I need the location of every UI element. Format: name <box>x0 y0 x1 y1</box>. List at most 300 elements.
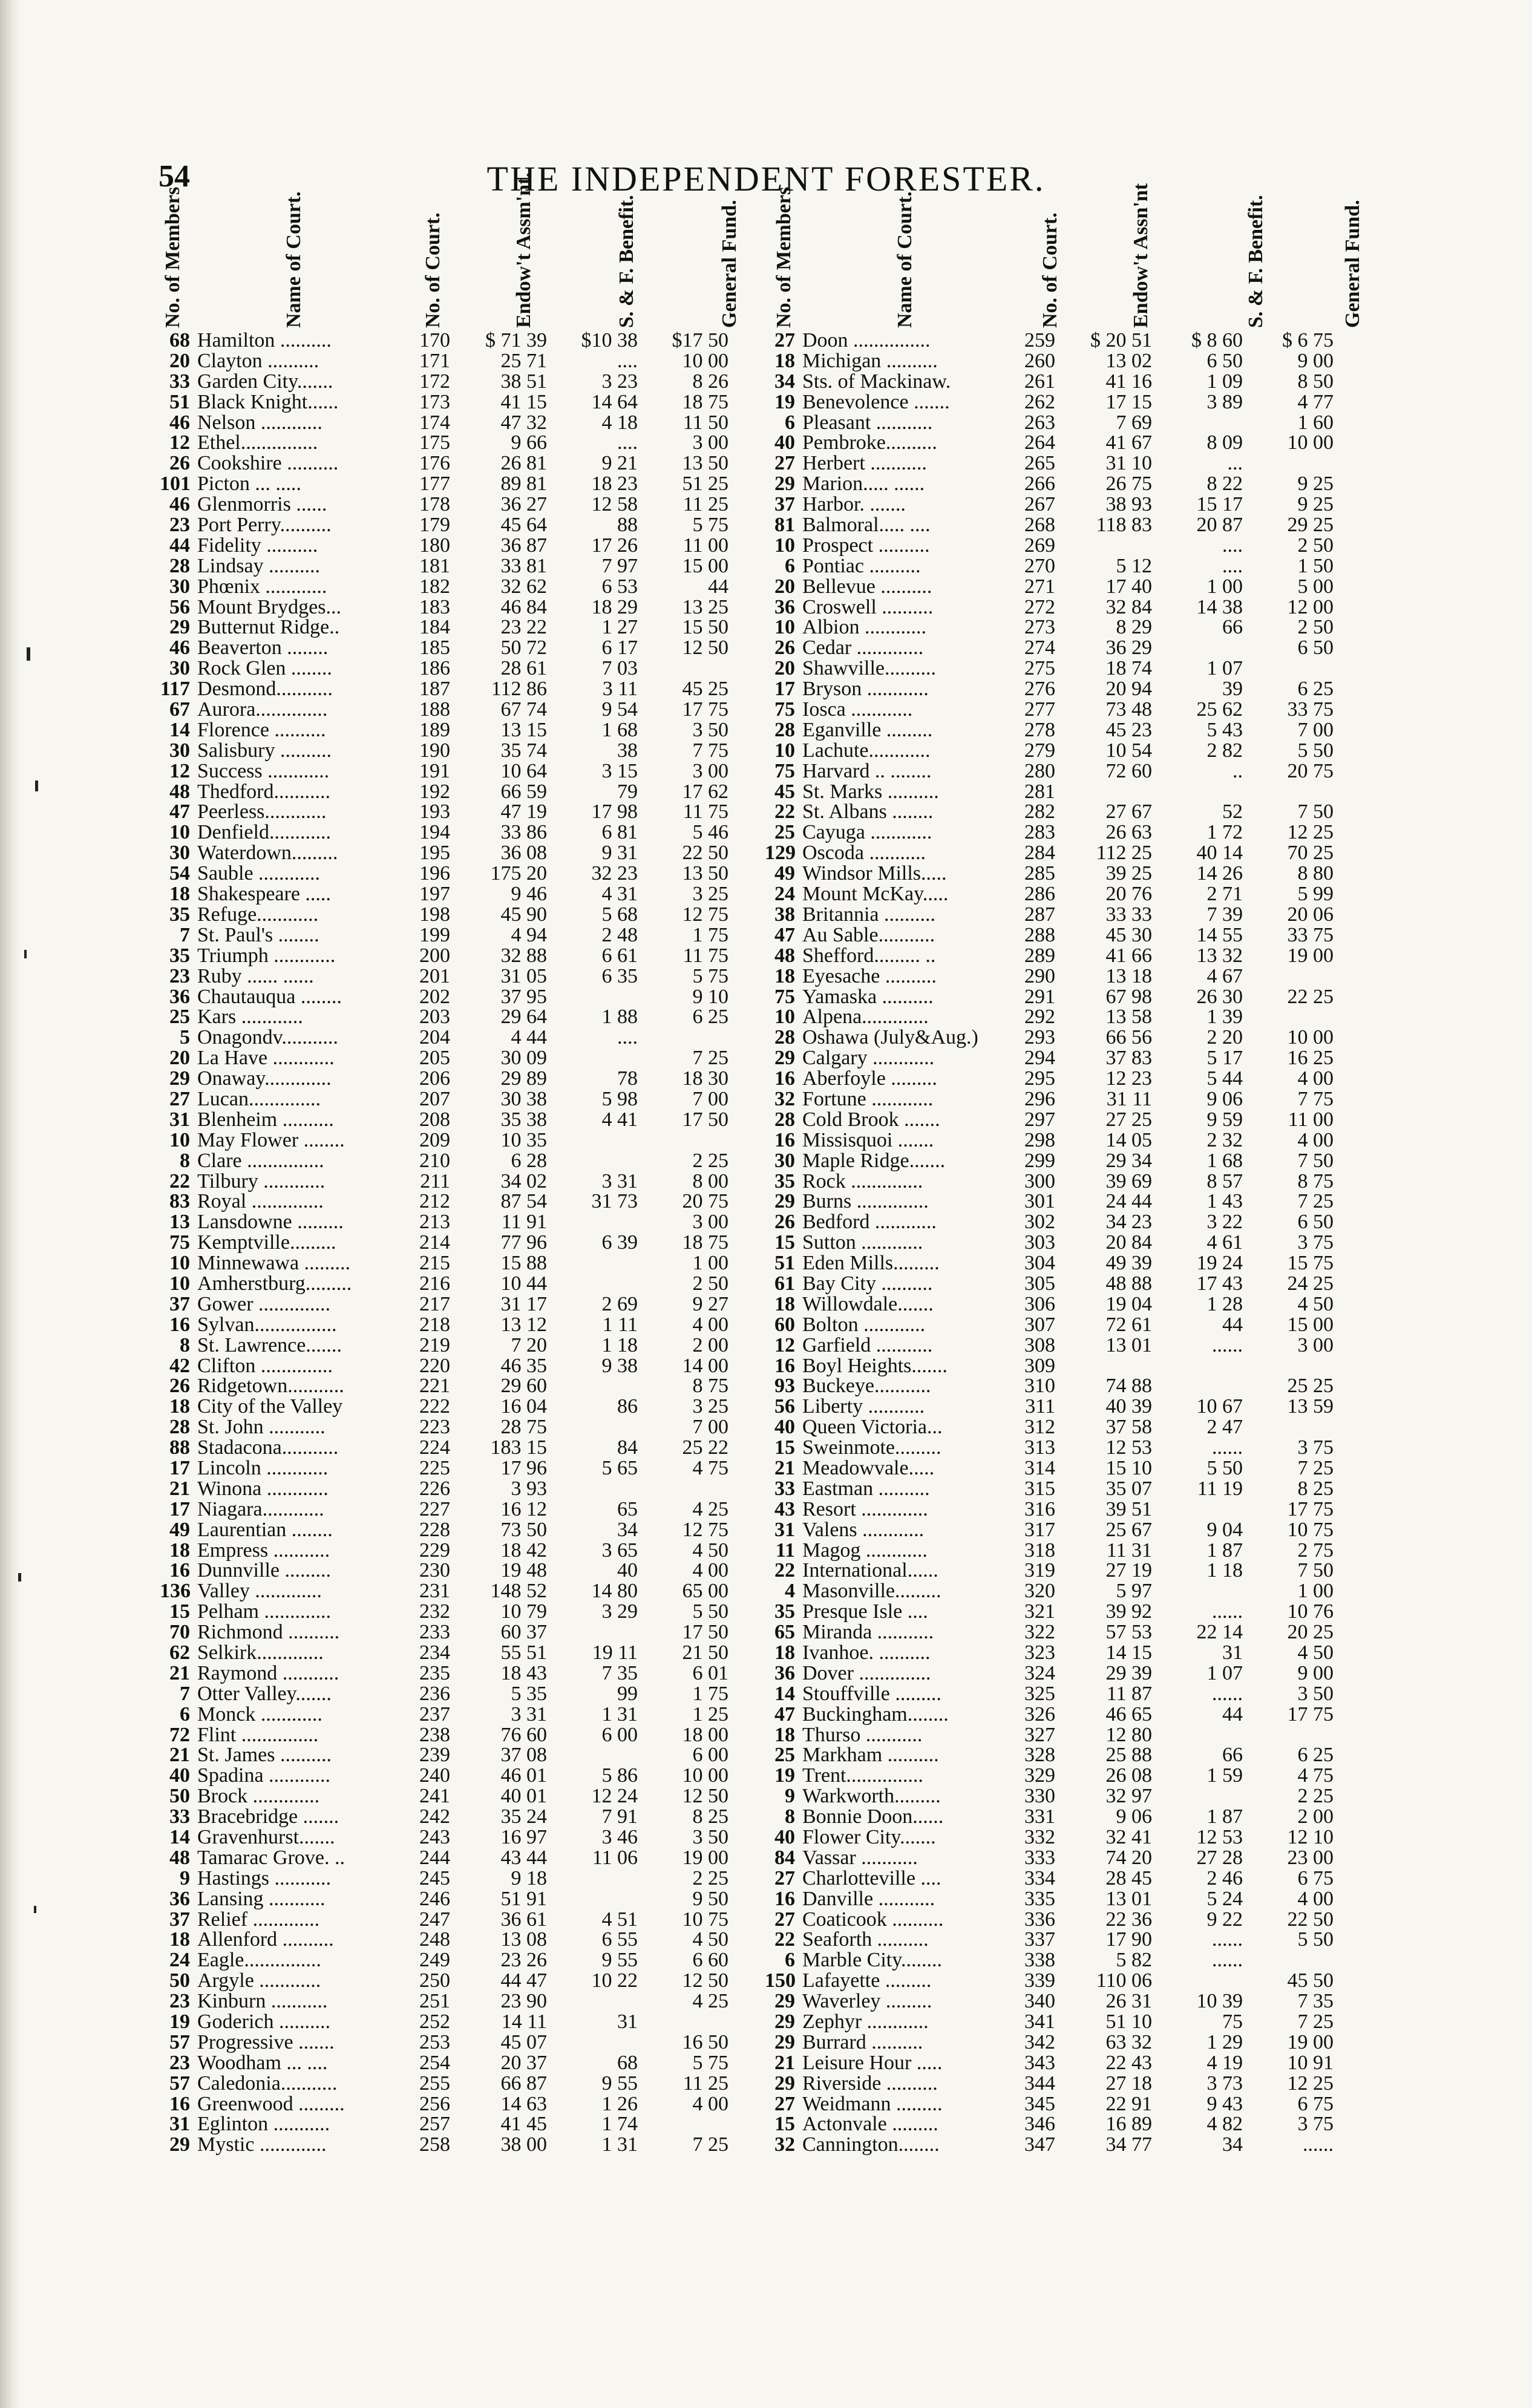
members-cell: 14 <box>169 1826 190 1849</box>
court-number-cell: 220 <box>419 1354 450 1377</box>
court-name-cell: Rock .............. <box>802 1171 923 1192</box>
court-name-cell: Fidelity .......... <box>197 535 318 556</box>
court-number-cell: 199 <box>419 923 450 946</box>
court-number-cell: 343 <box>1024 2051 1055 2074</box>
members-cell: 15 <box>774 2113 795 2136</box>
table-row <box>765 1848 1491 1868</box>
court-number-cell: 303 <box>1024 1231 1055 1254</box>
court-name-cell: Burrard .......... <box>802 2032 923 2053</box>
court-number-cell: 209 <box>419 1128 450 1151</box>
members-cell: 67 <box>169 698 190 721</box>
endowment-cell: 23 22 <box>500 616 547 639</box>
table-row <box>765 494 1491 515</box>
general-fund-cell: 2 00 <box>692 1333 728 1356</box>
members-cell: 31 <box>169 1108 190 1131</box>
general-fund-cell: 4 50 <box>692 1539 728 1562</box>
members-cell: 31 <box>774 1518 795 1541</box>
sf-benefit-cell: 13 32 <box>1196 944 1243 967</box>
endowment-cell: 33 86 <box>500 821 547 844</box>
court-number-cell: 248 <box>419 1928 450 1951</box>
sf-benefit-cell: 1 00 <box>1206 575 1243 598</box>
court-name-cell: Cayuga ............ <box>802 822 932 843</box>
members-cell: 75 <box>774 985 795 1008</box>
members-cell: 23 <box>169 964 190 987</box>
sf-benefit-cell: 34 <box>617 1518 638 1541</box>
sf-benefit-cell: 6 61 <box>601 944 638 967</box>
members-cell: 15 <box>774 1231 795 1254</box>
court-name-cell: St. Marks .......... <box>802 781 939 802</box>
court-number-cell: 229 <box>419 1539 450 1562</box>
endowment-cell: 20 76 <box>1105 883 1152 906</box>
court-number-cell: 301 <box>1024 1190 1055 1213</box>
members-cell: 26 <box>774 1211 795 1234</box>
court-number-cell: 256 <box>419 2092 450 2115</box>
court-number-cell: 222 <box>419 1395 450 1418</box>
court-name-cell: Garfield ........... <box>802 1335 933 1356</box>
general-fund-cell: 19 00 <box>1287 2030 1334 2053</box>
general-fund-cell: 12 00 <box>1287 595 1334 618</box>
members-cell: 50 <box>169 1969 190 1992</box>
court-number-cell: 308 <box>1024 1333 1055 1356</box>
members-cell: 42 <box>169 1354 190 1377</box>
court-name-cell: Thurso ........... <box>802 1724 923 1745</box>
sf-benefit-cell: 39 <box>1222 678 1243 701</box>
court-number-cell: 189 <box>419 718 450 741</box>
endowment-cell: 74 88 <box>1105 1375 1152 1398</box>
court-name-cell: Onaway............. <box>197 1068 332 1090</box>
endowment-cell: 16 04 <box>500 1395 547 1418</box>
members-cell: 35 <box>169 944 190 967</box>
table-row <box>765 1889 1491 1909</box>
general-fund-cell: 1 75 <box>692 1682 728 1705</box>
court-name-cell: Sutton ............ <box>802 1232 923 1254</box>
table-row <box>765 617 1491 638</box>
court-name-cell: Au Sable........... <box>802 924 935 946</box>
endowment-cell: 14 11 <box>501 2010 547 2033</box>
court-name-cell: Minnewawa ......... <box>197 1253 351 1274</box>
members-cell: 15 <box>774 1436 795 1459</box>
members-cell: 35 <box>774 1600 795 1623</box>
sf-benefit-cell: 3 89 <box>1206 390 1243 413</box>
court-number-cell: 251 <box>419 1990 450 2013</box>
court-name-cell: Mount Brydges... <box>197 597 341 618</box>
court-name-cell: St. Lawrence....... <box>197 1335 342 1356</box>
table-row <box>765 761 1491 782</box>
court-name-cell: Ruby ...... ...... <box>197 966 314 987</box>
sf-benefit-cell: 1 09 <box>1206 370 1243 393</box>
sf-benefit-cell: 7 03 <box>601 657 638 680</box>
court-name-cell: Seaforth .......... <box>802 1929 929 1951</box>
endowment-cell: 47 19 <box>500 800 547 823</box>
court-name-cell: Spadina ............ <box>197 1765 331 1787</box>
endowment-cell: 76 60 <box>500 1723 547 1746</box>
sf-benefit-cell: 5 98 <box>601 1087 638 1110</box>
endowment-cell: 28 61 <box>500 657 547 680</box>
members-cell: 21 <box>774 1456 795 1479</box>
endowment-cell: 30 09 <box>500 1047 547 1070</box>
sf-benefit-cell: 5 86 <box>601 1764 638 1787</box>
court-name-cell: Marion..... ...... <box>802 474 925 495</box>
endowment-cell: 26 08 <box>1105 1764 1152 1787</box>
court-name-cell: Garden City....... <box>197 371 333 392</box>
court-number-cell: 188 <box>419 698 450 721</box>
table-row <box>765 843 1491 863</box>
endowment-cell: 25 88 <box>1105 1744 1152 1767</box>
general-fund-cell: 19 00 <box>682 1846 728 1869</box>
endowment-cell: 12 53 <box>1105 1436 1152 1459</box>
court-name-cell: Bryson ............ <box>802 679 929 700</box>
sf-benefit-cell: 25 62 <box>1196 698 1243 721</box>
members-cell: 29 <box>774 2010 795 2033</box>
court-name-cell: Benevolence ....... <box>802 391 950 413</box>
general-fund-cell: 3 25 <box>692 1395 728 1418</box>
court-name-cell: Lansdowne ......... <box>197 1212 344 1233</box>
sf-benefit-cell: 6 35 <box>601 964 638 987</box>
court-name-cell: Flint ............... <box>197 1724 319 1745</box>
court-number-cell: 254 <box>419 2051 450 2074</box>
table-row <box>765 515 1491 535</box>
court-number-cell: 289 <box>1024 944 1055 967</box>
members-cell: 16 <box>169 1559 190 1582</box>
endowment-cell: 32 62 <box>500 575 547 598</box>
court-name-cell: Monck ............ <box>197 1704 322 1725</box>
endowment-cell: 46 65 <box>1105 1703 1152 1726</box>
endowment-cell: 25 67 <box>1105 1518 1152 1541</box>
general-fund-cell: 6 75 <box>1297 2092 1334 2115</box>
members-cell: 28 <box>169 1416 190 1439</box>
sf-benefit-cell: 5 24 <box>1206 1887 1243 1910</box>
sf-benefit-cell: 26 30 <box>1196 985 1243 1008</box>
court-name-cell: Pontiac .......... <box>802 555 921 577</box>
court-number-cell: 216 <box>419 1272 450 1295</box>
court-number-cell: 195 <box>419 842 450 865</box>
table-row <box>765 720 1491 741</box>
court-number-cell: 234 <box>419 1641 450 1664</box>
sf-benefit-cell: ...... <box>1212 1436 1243 1459</box>
members-cell: 7 <box>180 1682 190 1705</box>
sf-benefit-cell: .... <box>1222 554 1243 577</box>
general-fund-cell: 16 25 <box>1287 1047 1334 1070</box>
court-name-cell: Bedford ............ <box>802 1212 937 1233</box>
general-fund-cell: 11 75 <box>683 800 728 823</box>
court-number-cell: 235 <box>419 1661 450 1684</box>
court-number-cell: 200 <box>419 944 450 967</box>
members-cell: 47 <box>774 1703 795 1726</box>
members-cell: 18 <box>169 1539 190 1562</box>
sf-benefit-cell: 3 11 <box>602 678 638 701</box>
table-row <box>765 1376 1491 1396</box>
general-fund-cell: 7 00 <box>692 1087 728 1110</box>
general-fund-cell: 14 00 <box>682 1354 728 1377</box>
court-number-cell: 345 <box>1024 2092 1055 2115</box>
court-name-cell: Leisure Hour ..... <box>802 2052 943 2073</box>
general-fund-cell: 11 25 <box>683 2072 728 2095</box>
general-fund-cell: 6 50 <box>1297 1211 1334 1234</box>
endowment-cell: 67 98 <box>1105 985 1152 1008</box>
endowment-cell: 5 35 <box>511 1682 547 1705</box>
table-row <box>765 1396 1491 1417</box>
members-cell: 18 <box>169 883 190 906</box>
court-name-cell: Meadowvale..... <box>802 1458 935 1479</box>
sf-benefit-cell: 1 59 <box>1206 1764 1243 1787</box>
general-fund-cell: 22 25 <box>1287 985 1334 1008</box>
members-cell: 9 <box>180 1867 190 1889</box>
court-number-cell: 176 <box>419 452 450 475</box>
court-number-cell: 246 <box>419 1887 450 1910</box>
sf-benefit-cell: 44 <box>1222 1703 1243 1726</box>
court-name-cell: Britannia .......... <box>802 904 936 925</box>
sf-benefit-cell: 1 18 <box>1206 1559 1243 1582</box>
general-fund-cell: 6 00 <box>692 1744 728 1767</box>
general-fund-cell: 4 00 <box>1297 1128 1334 1151</box>
endowment-cell: 16 12 <box>500 1497 547 1520</box>
court-name-cell: International...... <box>802 1560 938 1582</box>
endowment-cell: 35 38 <box>500 1108 547 1131</box>
col-heading-text: Endow't Assm'nt. <box>512 172 535 328</box>
table-row <box>765 1602 1491 1622</box>
court-name-cell: Resort ............. <box>802 1499 928 1520</box>
members-cell: 30 <box>774 1149 795 1172</box>
members-cell: 36 <box>774 595 795 618</box>
court-number-cell: 302 <box>1024 1211 1055 1234</box>
court-name-cell: Lucan.............. <box>197 1088 321 1110</box>
sf-benefit-cell: 3 22 <box>1206 1211 1243 1234</box>
court-number-cell: 214 <box>419 1231 450 1254</box>
sf-benefit-cell: ...... <box>1212 1928 1243 1951</box>
general-fund-cell: 6 60 <box>692 1949 728 1972</box>
general-fund-cell: 9 10 <box>692 985 728 1008</box>
court-name-cell: Charlotteville .... <box>802 1868 941 1889</box>
court-name-cell: Balmoral..... .... <box>802 515 931 536</box>
members-cell: 61 <box>774 1272 795 1295</box>
general-fund-cell: 51 25 <box>682 473 728 496</box>
court-name-cell: Albion ............ <box>802 617 926 638</box>
endowment-cell: 46 01 <box>500 1764 547 1787</box>
table-row <box>765 1315 1491 1335</box>
members-cell: 25 <box>774 821 795 844</box>
court-number-cell: 329 <box>1024 1764 1055 1787</box>
members-cell: 26 <box>169 1375 190 1398</box>
court-name-cell: Stouffville ......... <box>802 1683 941 1704</box>
table-row <box>765 1191 1491 1212</box>
general-fund-cell: 6 01 <box>692 1661 728 1684</box>
sf-benefit-cell: 6 17 <box>601 636 638 659</box>
general-fund-cell: 13 25 <box>682 595 728 618</box>
table-row <box>765 1089 1491 1110</box>
col-heading-text: Endow't Assn'nt <box>1130 183 1152 328</box>
margin-mark <box>34 1906 36 1913</box>
court-number-cell: 253 <box>419 2030 450 2053</box>
general-fund-cell: 8 80 <box>1297 862 1334 885</box>
court-number-cell: 178 <box>419 493 450 516</box>
court-number-cell: 266 <box>1024 473 1055 496</box>
court-number-cell: 186 <box>419 657 450 680</box>
court-name-cell: Relief ............. <box>197 1909 320 1930</box>
members-cell: 34 <box>774 370 795 393</box>
court-name-cell: Yamaska .......... <box>802 986 934 1007</box>
court-name-cell: Eganville ......... <box>802 719 933 741</box>
sf-benefit-cell: 11 19 <box>1197 1477 1243 1500</box>
court-name-cell: Onagondv........... <box>197 1027 338 1049</box>
endowment-cell: 45 64 <box>500 514 547 537</box>
members-cell: 21 <box>774 2051 795 2074</box>
court-number-cell: 252 <box>419 2010 450 2033</box>
court-name-cell: Pelham ............. <box>197 1602 331 1623</box>
sf-benefit-cell: 20 87 <box>1196 514 1243 537</box>
general-fund-cell: 33 75 <box>1287 698 1334 721</box>
sf-benefit-cell: 3 31 <box>601 1170 638 1193</box>
general-fund-cell: 4 00 <box>692 1559 728 1582</box>
court-number-cell: 310 <box>1024 1375 1055 1398</box>
general-fund-cell: 1 50 <box>1297 554 1334 577</box>
endowment-cell: 77 96 <box>500 1231 547 1254</box>
sf-benefit-cell: 99 <box>617 1682 638 1705</box>
court-number-cell: 311 <box>1025 1395 1055 1418</box>
court-number-cell: 173 <box>419 390 450 413</box>
court-number-cell: 271 <box>1024 575 1055 598</box>
endowment-cell: 7 69 <box>1116 411 1152 434</box>
court-number-cell: 295 <box>1024 1067 1055 1090</box>
general-fund-cell: 5 50 <box>1297 1928 1334 1951</box>
endowment-cell: 36 27 <box>500 493 547 516</box>
members-cell: 60 <box>774 1313 795 1336</box>
margin-mark <box>24 950 27 958</box>
margin-mark <box>35 780 38 791</box>
endowment-cell: 20 94 <box>1105 678 1152 701</box>
table-row <box>765 1929 1491 1950</box>
endowment-cell: 32 97 <box>1105 1785 1152 1808</box>
sf-benefit-cell: 19 24 <box>1196 1252 1243 1275</box>
court-number-cell: 285 <box>1024 862 1055 885</box>
court-number-cell: 340 <box>1024 1990 1055 2013</box>
sf-benefit-cell: 9 43 <box>1206 2092 1243 2115</box>
court-name-cell: Peerless............ <box>197 802 327 823</box>
general-fund-cell: 2 50 <box>1297 616 1334 639</box>
court-name-cell: Valley ............. <box>197 1581 322 1602</box>
court-number-cell: 341 <box>1024 2010 1055 2033</box>
left-col-members-heading <box>159 186 195 328</box>
court-number-cell: 320 <box>1024 1580 1055 1603</box>
general-fund-cell: 18 75 <box>682 390 728 413</box>
court-name-cell: Masonville......... <box>802 1581 941 1602</box>
sf-benefit-cell: 86 <box>617 1395 638 1418</box>
general-fund-cell: 17 50 <box>682 1621 728 1644</box>
table-row <box>765 966 1491 987</box>
court-number-cell: 241 <box>419 1785 450 1808</box>
table-row <box>765 351 1491 371</box>
general-fund-cell: 18 30 <box>682 1067 728 1090</box>
members-cell: 27 <box>169 1087 190 1110</box>
members-cell: 26 <box>774 636 795 659</box>
sf-benefit-cell: 8 57 <box>1206 1170 1243 1193</box>
endowment-cell: 74 20 <box>1105 1846 1152 1869</box>
sf-benefit-cell: 1 39 <box>1206 1006 1243 1029</box>
sf-benefit-cell: 1 74 <box>601 2113 638 2136</box>
endowment-cell: 11 31 <box>1106 1539 1152 1562</box>
court-name-cell: Cold Brook ....... <box>802 1109 940 1130</box>
court-number-cell: 263 <box>1024 411 1055 434</box>
members-cell: 65 <box>774 1621 795 1644</box>
general-fund-cell: 9 25 <box>1297 493 1334 516</box>
sf-benefit-cell: 3 73 <box>1206 2072 1243 2095</box>
court-number-cell: 276 <box>1024 678 1055 701</box>
general-fund-cell: 7 75 <box>692 739 728 762</box>
endowment-cell: 31 17 <box>500 1292 547 1315</box>
court-name-cell: Lachute............ <box>802 740 931 761</box>
members-cell: 10 <box>774 616 795 639</box>
members-cell: 10 <box>774 739 795 762</box>
endowment-cell: 30 38 <box>500 1087 547 1110</box>
members-cell: 14 <box>774 1682 795 1705</box>
court-number-cell: 170 <box>419 329 450 352</box>
endowment-cell: 45 07 <box>500 2030 547 2053</box>
members-cell: 32 <box>774 1087 795 1110</box>
court-name-cell: Riverside .......... <box>802 2073 938 2094</box>
general-fund-cell: $17 50 <box>672 329 728 352</box>
left-col-endowment-heading <box>509 172 546 328</box>
table-row <box>765 535 1491 556</box>
sf-benefit-cell: 7 39 <box>1206 903 1243 926</box>
table-row <box>765 1663 1491 1684</box>
table-row <box>765 2135 1491 2155</box>
court-number-cell: 245 <box>419 1867 450 1889</box>
sf-benefit-cell: 5 65 <box>601 1456 638 1479</box>
members-cell: 15 <box>169 1600 190 1623</box>
members-cell: 18 <box>774 349 795 372</box>
court-number-cell: 325 <box>1024 1682 1055 1705</box>
court-number-cell: 286 <box>1024 883 1055 906</box>
court-name-cell: Shawville.......... <box>802 658 936 679</box>
court-number-cell: 201 <box>419 964 450 987</box>
page-header <box>0 159 1532 207</box>
table-row <box>765 1171 1491 1192</box>
general-fund-cell: 5 50 <box>692 1600 728 1623</box>
court-name-cell: Shakespeare ..... <box>197 884 331 905</box>
col-heading-text: Name of Court. <box>894 191 916 328</box>
endowment-cell: 13 18 <box>1105 964 1152 987</box>
court-number-cell: 332 <box>1024 1826 1055 1849</box>
members-cell: 16 <box>774 1887 795 1910</box>
endowment-cell: 31 11 <box>1106 1087 1152 1110</box>
members-cell: 117 <box>160 678 190 701</box>
endowment-cell: 112 25 <box>1096 842 1152 865</box>
members-cell: 81 <box>774 514 795 537</box>
court-name-cell: Allenford .......... <box>197 1929 334 1951</box>
general-fund-cell: ...... <box>1303 2133 1334 2156</box>
endowment-cell: 39 92 <box>1105 1600 1152 1623</box>
members-cell: 75 <box>774 759 795 782</box>
endowment-cell: 9 66 <box>511 431 547 454</box>
margin-mark <box>27 647 30 661</box>
endowment-cell: 43 44 <box>500 1846 547 1869</box>
general-fund-cell: 44 <box>708 575 728 598</box>
members-cell: 5 <box>180 1026 190 1049</box>
endowment-cell: 23 90 <box>500 1990 547 2013</box>
endowment-cell: 13 01 <box>1105 1887 1152 1910</box>
endowment-cell: 40 01 <box>500 1785 547 1808</box>
members-cell: 18 <box>774 1292 795 1315</box>
members-cell: 14 <box>169 718 190 741</box>
table-row <box>765 392 1491 413</box>
members-cell: 30 <box>169 842 190 865</box>
general-fund-cell: 4 75 <box>692 1456 728 1479</box>
members-cell: 46 <box>169 411 190 434</box>
general-fund-cell: 17 75 <box>682 698 728 721</box>
court-number-cell: 346 <box>1024 2113 1055 2136</box>
members-cell: 22 <box>774 1928 795 1951</box>
sf-benefit-cell: 1 11 <box>602 1313 638 1336</box>
sf-benefit-cell: 22 14 <box>1196 1621 1243 1644</box>
